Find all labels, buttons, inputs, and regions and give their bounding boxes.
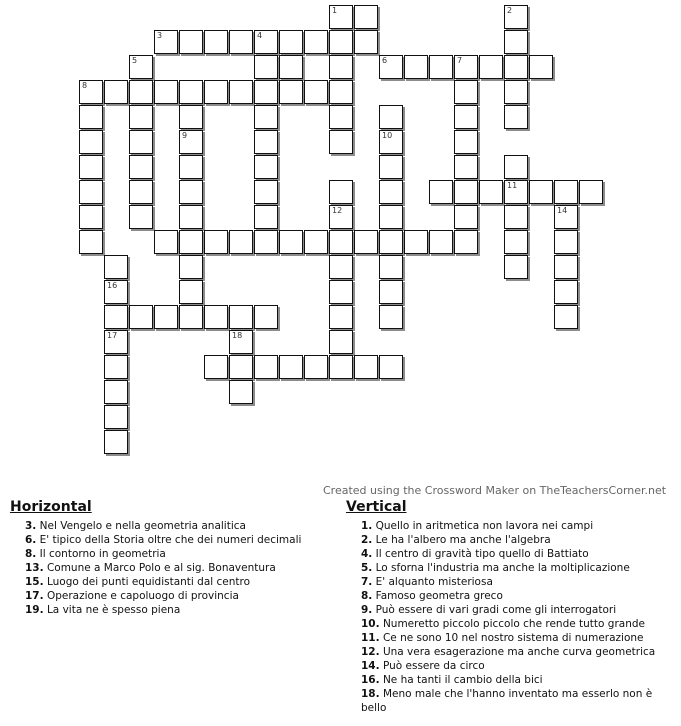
clue-text: Numeretto piccolo piccolo che rende tutto grande xyxy=(379,618,646,630)
grid-cell[interactable] xyxy=(129,55,153,79)
horizontal-clues xyxy=(10,499,330,617)
horizontal-heading: Horizontal xyxy=(10,499,92,515)
grid-cell[interactable] xyxy=(179,305,203,329)
grid-cell[interactable] xyxy=(279,230,303,254)
grid-cell[interactable] xyxy=(379,205,403,229)
grid-cell[interactable] xyxy=(179,280,203,304)
clue-text: Ne ha tanti il cambio della bici xyxy=(379,674,543,686)
grid-cell[interactable] xyxy=(304,80,328,104)
grid-cell[interactable] xyxy=(504,105,528,129)
grid-cell[interactable] xyxy=(329,30,353,54)
grid-cell[interactable] xyxy=(129,180,153,204)
grid-cell[interactable] xyxy=(379,280,403,304)
grid-cell[interactable] xyxy=(79,205,103,229)
clue-number: 1 xyxy=(332,6,338,15)
grid-cell[interactable] xyxy=(504,180,528,204)
grid-cell[interactable] xyxy=(204,230,228,254)
grid-cell[interactable] xyxy=(129,305,153,329)
grid-cell[interactable] xyxy=(454,55,478,79)
grid-cell[interactable] xyxy=(104,330,128,354)
clue-number-label: 4. xyxy=(361,548,373,560)
vertical-clues xyxy=(346,499,676,715)
grid-cell[interactable] xyxy=(504,5,528,29)
grid-cell[interactable] xyxy=(329,230,353,254)
grid-cell[interactable] xyxy=(329,80,353,104)
clue-text: Operazione e capoluogo di provincia xyxy=(43,590,239,602)
grid-cell[interactable] xyxy=(204,80,228,104)
grid-cell[interactable] xyxy=(454,205,478,229)
grid-cell[interactable] xyxy=(129,205,153,229)
clue-item xyxy=(361,687,676,715)
grid-cell[interactable] xyxy=(129,130,153,154)
grid-cell[interactable] xyxy=(204,305,228,329)
clue-item xyxy=(25,519,330,533)
clue-number-label: 1. xyxy=(361,520,373,532)
grid-cell[interactable] xyxy=(79,230,103,254)
grid-cell[interactable] xyxy=(329,55,353,79)
grid-cell[interactable] xyxy=(79,80,103,104)
grid-cell[interactable] xyxy=(379,180,403,204)
grid-cell[interactable] xyxy=(554,305,578,329)
grid-cell[interactable] xyxy=(329,255,353,279)
grid-cell[interactable] xyxy=(179,180,203,204)
grid-cell[interactable] xyxy=(454,105,478,129)
grid-cell[interactable] xyxy=(254,155,278,179)
clue-text: Una vera esagerazione ma anche curva geometrica xyxy=(379,646,656,658)
clue-text: La vita ne è spesso piena xyxy=(43,604,181,616)
grid-cell[interactable] xyxy=(229,230,253,254)
grid-cell[interactable] xyxy=(379,305,403,329)
clue-number-label: 19. xyxy=(25,604,44,616)
grid-cell[interactable] xyxy=(329,330,353,354)
grid-cell[interactable] xyxy=(129,105,153,129)
grid-cell[interactable] xyxy=(379,105,403,129)
grid-cell[interactable] xyxy=(179,105,203,129)
clue-number-label: 18. xyxy=(361,688,380,700)
grid-cell[interactable] xyxy=(429,55,453,79)
clue-text: Comune a Marco Polo e al sig. Bonaventura xyxy=(43,562,276,574)
grid-cell[interactable] xyxy=(454,230,478,254)
clue-number-label: 16. xyxy=(361,674,380,686)
grid-cell[interactable] xyxy=(504,230,528,254)
clue-number-label: 12. xyxy=(361,646,380,658)
grid-cell[interactable] xyxy=(79,180,103,204)
clue-item xyxy=(25,547,330,561)
clue-item xyxy=(361,547,676,561)
grid-cell[interactable] xyxy=(229,80,253,104)
clue-number: 10 xyxy=(382,131,393,140)
grid-cell[interactable] xyxy=(79,130,103,154)
grid-cell[interactable] xyxy=(354,355,378,379)
clue-number: 18 xyxy=(232,331,243,340)
clue-number: 5 xyxy=(132,56,138,65)
grid-cell[interactable] xyxy=(429,180,453,204)
grid-cell[interactable] xyxy=(329,105,353,129)
clue-item xyxy=(361,631,676,645)
clue-text: Può essere di vari gradi come gli interrogatori xyxy=(372,604,617,616)
clue-number-label: 6. xyxy=(25,534,37,546)
clue-number: 7 xyxy=(457,56,463,65)
grid-cell[interactable] xyxy=(204,30,228,54)
grid-cell[interactable] xyxy=(404,230,428,254)
clue-number: 6 xyxy=(382,56,388,65)
grid-cell[interactable] xyxy=(554,230,578,254)
grid-cell[interactable] xyxy=(554,205,578,229)
clue-number: 3 xyxy=(157,31,163,40)
clue-number-label: 13. xyxy=(25,562,44,574)
grid-cell[interactable] xyxy=(504,30,528,54)
grid-cell[interactable] xyxy=(479,180,503,204)
grid-cell[interactable] xyxy=(154,80,178,104)
grid-cell[interactable] xyxy=(104,380,128,404)
clue-item xyxy=(361,561,676,575)
clue-text: Meno male che l'hanno inventato ma esserlo non è bello xyxy=(361,688,653,714)
clue-item xyxy=(361,533,676,547)
horizontal-clue-list xyxy=(10,519,330,617)
grid-cell[interactable] xyxy=(229,330,253,354)
clue-text: Può essere da circo xyxy=(379,660,485,672)
grid-cell[interactable] xyxy=(554,280,578,304)
grid-cell[interactable] xyxy=(229,305,253,329)
grid-cell[interactable] xyxy=(104,430,128,454)
grid-cell[interactable] xyxy=(379,255,403,279)
clue-item xyxy=(361,589,676,603)
clue-number-label: 17. xyxy=(25,590,44,602)
clue-number-label: 14. xyxy=(361,660,380,672)
grid-cell[interactable] xyxy=(504,155,528,179)
grid-cell[interactable] xyxy=(329,355,353,379)
grid-cell[interactable] xyxy=(554,255,578,279)
clue-text: Il centro di gravità tipo quello di Battiato xyxy=(372,548,589,560)
clue-item xyxy=(361,645,676,659)
grid-cell[interactable] xyxy=(104,280,128,304)
grid-cell[interactable] xyxy=(504,205,528,229)
grid-cell[interactable] xyxy=(454,130,478,154)
clue-text: Nel Vengelo e nella geometria analitica xyxy=(36,520,246,532)
grid-cell[interactable] xyxy=(179,155,203,179)
grid-cell[interactable] xyxy=(404,55,428,79)
grid-cell[interactable] xyxy=(379,130,403,154)
grid-cell[interactable] xyxy=(254,355,278,379)
grid-cell[interactable] xyxy=(304,355,328,379)
grid-cell[interactable] xyxy=(454,155,478,179)
clue-item xyxy=(361,673,676,687)
grid-cell[interactable] xyxy=(254,105,278,129)
grid-cell[interactable] xyxy=(529,55,553,79)
grid-cell[interactable] xyxy=(254,205,278,229)
grid-cell[interactable] xyxy=(104,355,128,379)
clue-number: 8 xyxy=(82,81,88,90)
grid-cell[interactable] xyxy=(279,55,303,79)
grid-cell[interactable] xyxy=(229,380,253,404)
grid-cell[interactable] xyxy=(379,355,403,379)
grid-cell[interactable] xyxy=(354,5,378,29)
clue-number: 4 xyxy=(257,31,263,40)
grid-cell[interactable] xyxy=(254,180,278,204)
grid-cell[interactable] xyxy=(179,130,203,154)
grid-cell[interactable] xyxy=(229,30,253,54)
clue-number: 14 xyxy=(557,206,568,215)
clue-number: 9 xyxy=(182,131,188,140)
clue-number-label: 3. xyxy=(25,520,37,532)
grid-cell[interactable] xyxy=(129,80,153,104)
grid-cell[interactable] xyxy=(154,305,178,329)
grid-cell[interactable] xyxy=(454,80,478,104)
grid-cell[interactable] xyxy=(179,230,203,254)
grid-cell[interactable] xyxy=(379,55,403,79)
grid-cell[interactable] xyxy=(429,230,453,254)
grid-cell[interactable] xyxy=(479,55,503,79)
clue-item xyxy=(25,533,330,547)
clue-item xyxy=(25,561,330,575)
clue-text: E' alquanto misteriosa xyxy=(372,576,493,588)
clue-text: Le ha l'albero ma anche l'algebra xyxy=(372,534,551,546)
grid-cell[interactable] xyxy=(304,230,328,254)
grid-cell[interactable] xyxy=(104,255,128,279)
grid-cell[interactable] xyxy=(129,155,153,179)
clue-number: 12 xyxy=(332,206,343,215)
clue-number: 16 xyxy=(107,281,118,290)
grid-cell[interactable] xyxy=(504,55,528,79)
grid-cell[interactable] xyxy=(154,30,178,54)
clue-number-label: 2. xyxy=(361,534,373,546)
grid-cell[interactable] xyxy=(104,305,128,329)
clue-number-label: 9. xyxy=(361,604,373,616)
clue-text: Lo sforna l'industria ma anche la moltiplicazione xyxy=(372,562,630,574)
grid-cell[interactable] xyxy=(379,230,403,254)
credit-text: Created using the Crossword Maker on TheTeachersCorner.net xyxy=(323,484,667,497)
grid-cell[interactable] xyxy=(254,305,278,329)
clue-number: 11 xyxy=(507,181,518,190)
grid-cell[interactable] xyxy=(254,130,278,154)
grid-cell[interactable] xyxy=(79,105,103,129)
grid-cell[interactable] xyxy=(279,80,303,104)
grid-cell[interactable] xyxy=(104,405,128,429)
clue-number-label: 10. xyxy=(361,618,380,630)
clue-item xyxy=(25,589,330,603)
grid-cell[interactable] xyxy=(579,180,603,204)
grid-cell[interactable] xyxy=(454,180,478,204)
grid-cell[interactable] xyxy=(529,180,553,204)
grid-cell[interactable] xyxy=(179,30,203,54)
grid-cell[interactable] xyxy=(504,80,528,104)
grid-cell[interactable] xyxy=(354,30,378,54)
grid-cell[interactable] xyxy=(279,30,303,54)
clue-item xyxy=(361,575,676,589)
clue-text: Il contorno in geometria xyxy=(36,548,166,560)
grid-cell[interactable] xyxy=(329,130,353,154)
grid-cell[interactable] xyxy=(254,230,278,254)
grid-cell[interactable] xyxy=(354,230,378,254)
clue-text: Famoso geometra greco xyxy=(372,590,503,602)
grid-cell[interactable] xyxy=(179,205,203,229)
clue-item xyxy=(361,617,676,631)
grid-cell[interactable] xyxy=(279,355,303,379)
clue-number: 17 xyxy=(107,331,118,340)
clue-text: Luogo dei punti equidistanti dal centro xyxy=(43,576,251,588)
clue-item xyxy=(361,659,676,673)
grid-cell[interactable] xyxy=(229,355,253,379)
clue-item xyxy=(361,519,676,533)
clue-number-label: 5. xyxy=(361,562,373,574)
clue-number-label: 15. xyxy=(25,576,44,588)
grid-cell[interactable] xyxy=(329,5,353,29)
grid-cell[interactable] xyxy=(104,80,128,104)
grid-cell[interactable] xyxy=(254,30,278,54)
grid-cell[interactable] xyxy=(79,155,103,179)
clue-item xyxy=(25,603,330,617)
grid-cell[interactable] xyxy=(554,180,578,204)
clue-text: Ce ne sono 10 nel nostro sistema di numerazione xyxy=(379,632,644,644)
grid-cell[interactable] xyxy=(329,280,353,304)
vertical-clue-list xyxy=(346,519,676,715)
grid-cell[interactable] xyxy=(179,80,203,104)
clue-number-label: 8. xyxy=(361,590,373,602)
grid-cell[interactable] xyxy=(254,80,278,104)
grid-cell[interactable] xyxy=(154,230,178,254)
clue-number-label: 7. xyxy=(361,576,373,588)
grid-cell[interactable] xyxy=(329,205,353,229)
clue-item xyxy=(25,575,330,589)
grid-cell[interactable] xyxy=(254,55,278,79)
grid-cell[interactable] xyxy=(329,305,353,329)
grid-cell[interactable] xyxy=(329,180,353,204)
grid-cell[interactable] xyxy=(504,255,528,279)
clue-text: E' tipico della Storia oltre che dei numeri decimali xyxy=(36,534,302,546)
grid-cell[interactable] xyxy=(204,355,228,379)
grid-cell[interactable] xyxy=(179,255,203,279)
grid-cell[interactable] xyxy=(379,155,403,179)
clue-number-label: 11. xyxy=(361,632,380,644)
clue-item xyxy=(361,603,676,617)
clue-text: Quello in aritmetica non lavora nei campi xyxy=(372,520,594,532)
clue-number-label: 8. xyxy=(25,548,37,560)
grid-cell[interactable] xyxy=(304,30,328,54)
vertical-heading: Vertical xyxy=(346,499,407,515)
clue-number: 2 xyxy=(507,6,513,15)
